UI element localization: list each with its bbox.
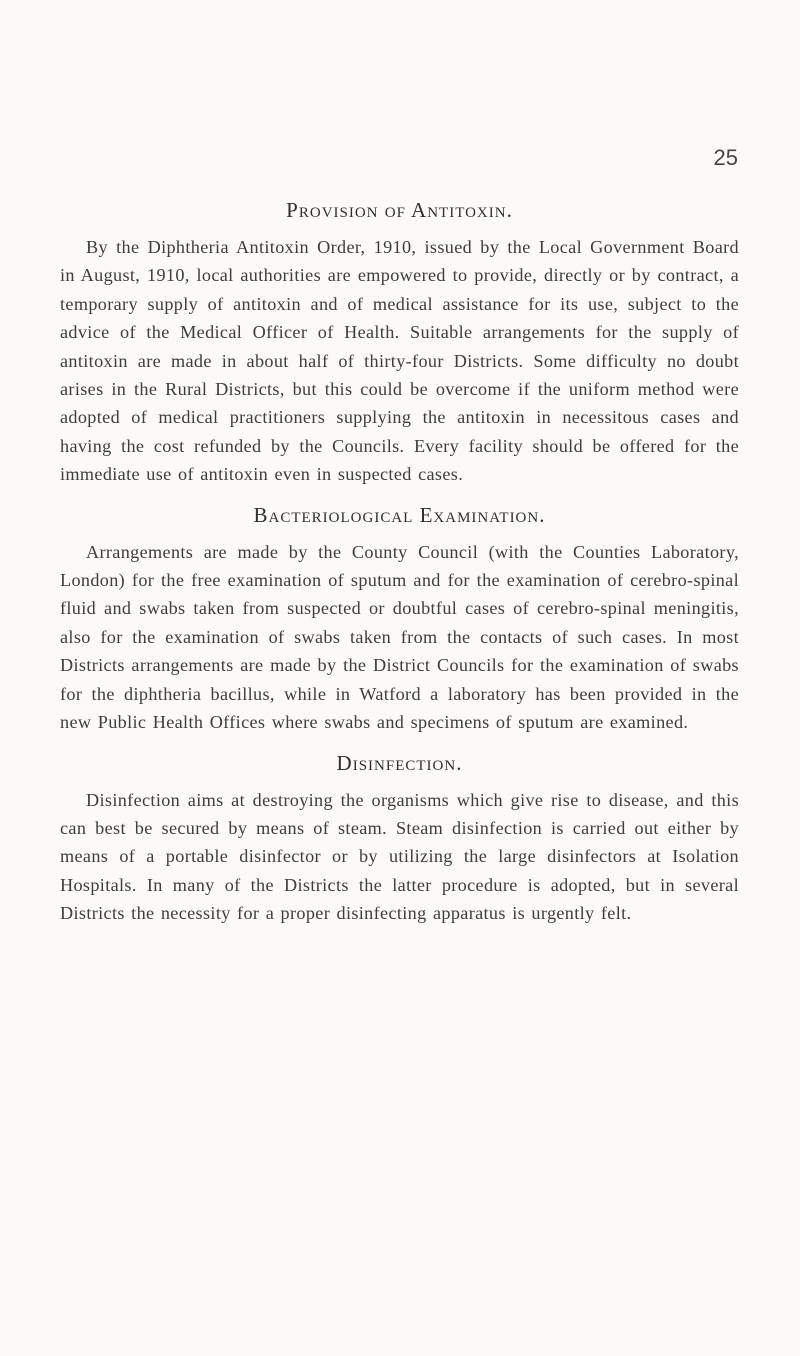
section-paragraph: By the Diphtheria Antitoxin Order, 1910, issued by the Local Government Board in August, 1910, local authorities are empowered to provide, directly or by contract, a temporary supply of antitoxin and of medical assistance for its use, subject to the advice of the Medical Officer of Health. Suitable arrangements for the supply of antitoxin are made in about half of thirty-four Districts. Some difficulty no doubt arises in the Rural Districts, but this could be overcome if the uniform method were adopted of medical practitioners supplying the antitoxin in necessitous cases and having the cost refunded by the Councils. Every facility should be offered for the immediate use of antitoxin even in suspected cases. <box>60 237 739 485</box>
section-paragraph: Arrangements are made by the County Council (with the Counties Laboratory, London) for the free examination of sputum and for the examination of cerebro-spinal fluid and swabs taken from suspected or doubtful cases of cerebro-spinal meningitis, also for the examination of swabs taken from the contacts of such cases. In most Districts arrangements are made by the District Councils for the examination of swabs for the diphtheria bacillus, while in Watford a laboratory has been provided in the new Public Health Offices where swabs and specimens of sputum are examined. <box>60 541 739 733</box>
section-provision-of-antitoxin <box>60 198 739 489</box>
section-heading: Bacteriological Examination. <box>253 502 546 527</box>
section-heading: Disinfection. <box>336 750 463 775</box>
page-number: 25 <box>713 145 738 170</box>
section-bacteriological-examination <box>60 503 739 737</box>
section-heading: Provision of Antitoxin. <box>286 198 513 222</box>
section-paragraph: Disinfection aims at destroying the organisms which give rise to disease, and this can best be secured by means of steam. Steam disinfection is carried out either by means of a portable disinfector or by utilizing the large disinfectors at Isolation Hospitals. In many of the Districts the latter procedure is adopted, but in several Districts the necessity for a proper disinfecting apparatus is urgently felt. <box>60 789 739 924</box>
section-disinfection <box>60 751 739 928</box>
page-content <box>60 198 739 942</box>
